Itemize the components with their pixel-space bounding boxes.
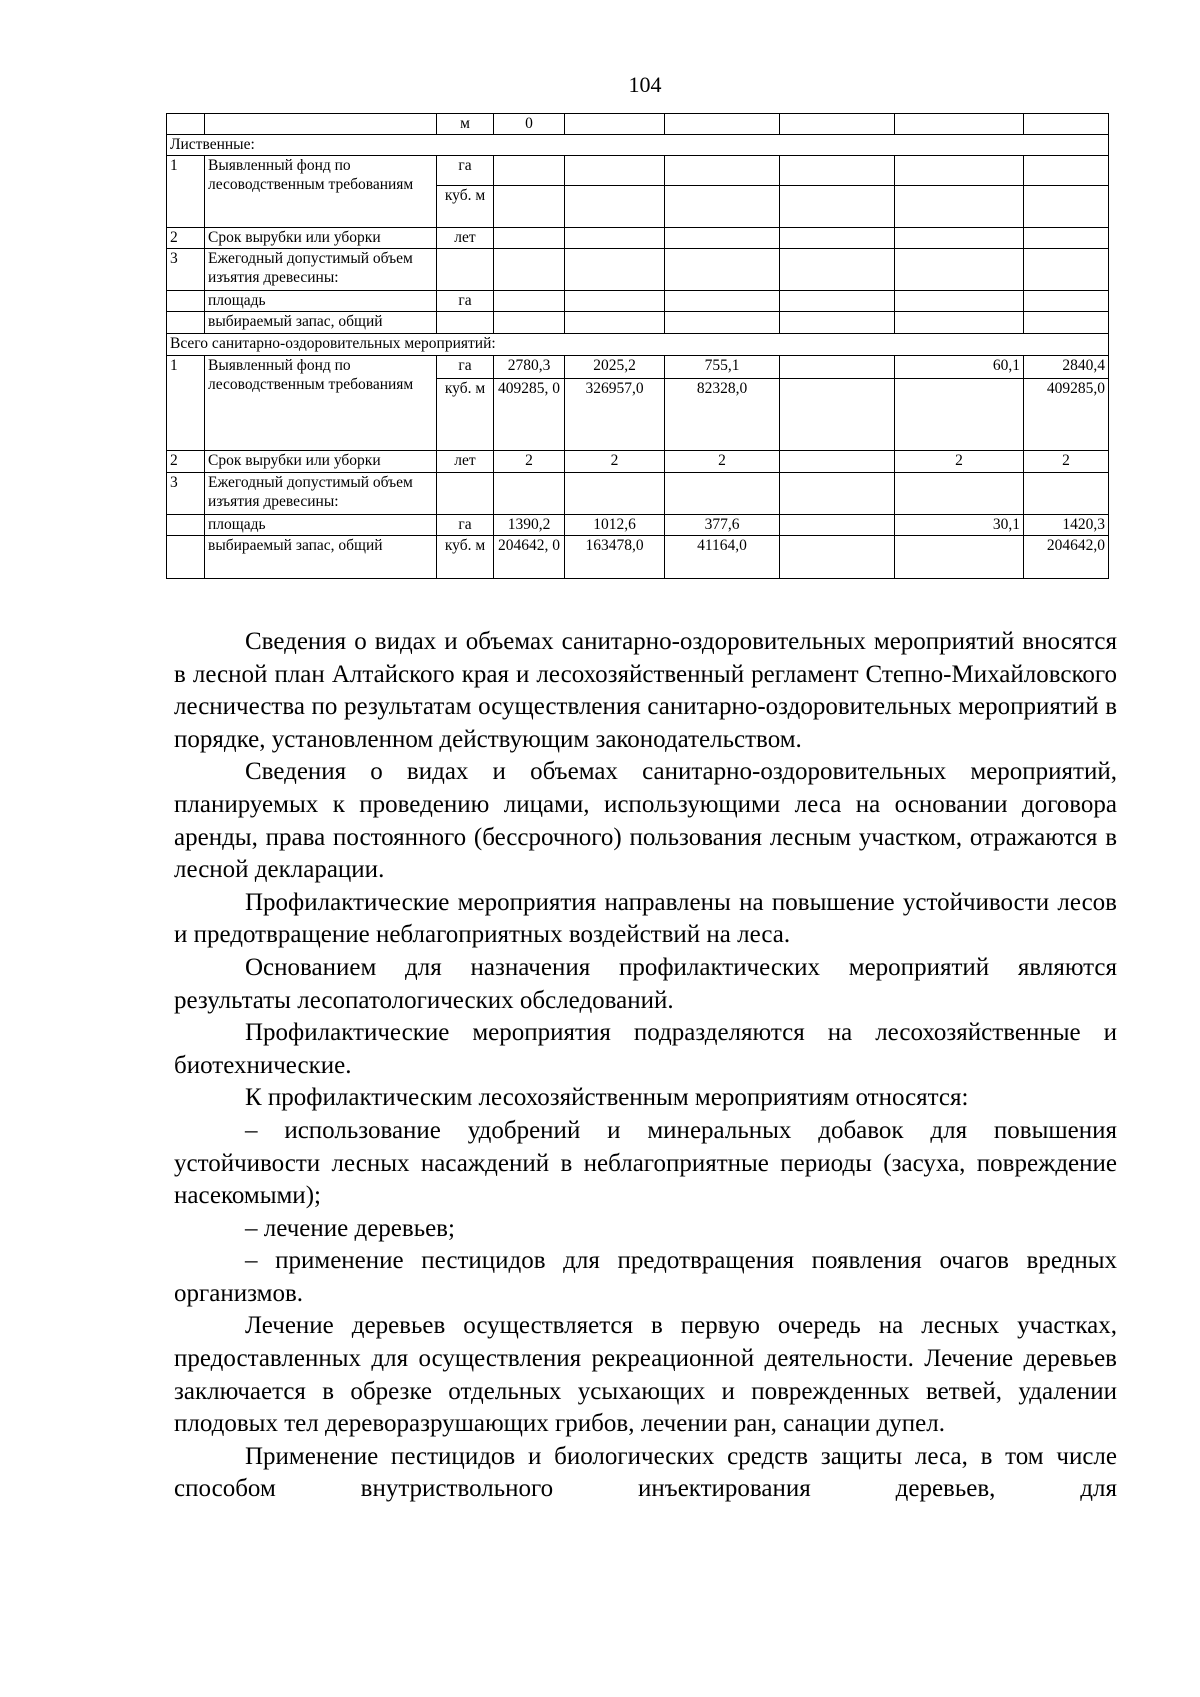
list-item: – использование удобрений и минеральных добавок для повышения устойчивости лесных насаждений в неблагоприятные периоды (засуха, повреждение насекомыми); (174, 1116, 1117, 1210)
value-cell: 409285, 0 (494, 379, 565, 451)
paragraph: Сведения о видах и объемах санитарно-оздоровительных мероприятий вносятся в лесной план Алтайского края и лесохозяйственный регламент Степно-Михайловского лесничества по результатам осуществления санитарно-оздоровительных мероприятий в порядке, установленном действующим законодательством. (174, 628, 1117, 753)
value-cell: 1012,6 (565, 515, 665, 536)
unit-cell: м (437, 114, 494, 135)
value-cell: 163478,0 (565, 536, 665, 579)
row-number: 3 (167, 249, 205, 291)
list-item: – лечение деревьев; (245, 1214, 455, 1242)
paragraph: К профилактическим лесохозяйственным мероприятиям относятся: (245, 1084, 969, 1112)
row-number: 1 (167, 356, 205, 451)
table-row (167, 228, 1109, 249)
paragraph: Применение пестицидов и биологических средств защиты леса, в том числе способом внутриствольного инъектирования деревьев, для (174, 1442, 1117, 1503)
unit-cell: лет (437, 451, 494, 473)
table-row (167, 249, 1109, 291)
row-label: площадь (205, 291, 437, 312)
row-label: Срок вырубки или уборки (205, 228, 437, 249)
row-label: Выявленный фонд по лесоводственным требованиям (205, 356, 437, 451)
paragraph: Сведения о видах и объемах санитарно-оздоровительных мероприятий, планируемых к проведению лицами, использующими леса на основании договора аренды, права постоянного (бессрочного) пользования лесным участком, отражаются в лесной декларации. (174, 758, 1117, 884)
unit-cell: га (437, 515, 494, 536)
sanitary-measures-table (166, 113, 1109, 579)
value-cell: 2 (494, 451, 565, 473)
table-row (167, 291, 1109, 312)
value-cell: 0 (494, 114, 565, 135)
row-label: Срок вырубки или уборки (205, 451, 437, 473)
value-cell: 1420,3 (1024, 515, 1109, 536)
value-cell (895, 536, 1024, 579)
paragraph: Профилактические мероприятия направлены на повышение устойчивости лесов и предотвращение неблагоприятных воздействий на леса. (174, 888, 1117, 949)
value-cell: 326957,0 (565, 379, 665, 451)
value-cell (780, 379, 895, 451)
unit-cell: куб. м (437, 186, 494, 228)
value-cell: 2780,3 (494, 356, 565, 379)
row-label: площадь (205, 515, 437, 536)
unit-cell: лет (437, 228, 494, 249)
page-number: 104 (628, 72, 662, 97)
unit-cell: га (437, 291, 494, 312)
table-row (167, 312, 1109, 334)
row-label: Выявленный фонд по лесоводственным требованиям (205, 156, 437, 228)
section-header-row (167, 334, 1109, 356)
section-total-label: Всего санитарно-оздоровительных мероприятий: (167, 334, 1109, 356)
row-number: 2 (167, 451, 205, 473)
unit-cell: куб. м (437, 536, 494, 579)
table-row (167, 356, 1109, 379)
row-number: 1 (167, 156, 205, 228)
value-cell: 2025,2 (565, 356, 665, 379)
value-cell: 82328,0 (665, 379, 780, 451)
value-cell (780, 356, 895, 379)
value-cell: 60,1 (895, 356, 1024, 379)
value-cell: 409285,0 (1024, 379, 1109, 451)
value-cell (895, 379, 1024, 451)
section-header-row (167, 135, 1109, 156)
value-cell: 377,6 (665, 515, 780, 536)
unit-cell: га (437, 156, 494, 186)
paragraph: Профилактические мероприятия подразделяются на лесохозяйственные и биотехнические. (174, 1019, 1117, 1079)
table-row (167, 114, 1109, 135)
value-cell: 2840,4 (1024, 356, 1109, 379)
value-cell: 2 (1024, 451, 1109, 473)
table-row (167, 536, 1109, 579)
value-cell: 41164,0 (665, 536, 780, 579)
value-cell (780, 536, 895, 579)
section-deciduous-label: Лиственные: (167, 135, 1109, 156)
value-cell: 2 (665, 451, 780, 473)
list-item: – применение пестицидов для предотвращения появления очагов вредных организмов. (174, 1247, 1117, 1307)
value-cell (780, 451, 895, 473)
row-label: выбираемый запас, общий (205, 536, 437, 579)
value-cell: 30,1 (895, 515, 1024, 536)
row-label: Ежегодный допустимый объем изъятия древесины: (205, 249, 437, 291)
table-row (167, 451, 1109, 473)
value-cell: 2 (565, 451, 665, 473)
row-label: Ежегодный допустимый объем изъятия древесины: (205, 473, 437, 515)
value-cell (780, 515, 895, 536)
paragraph: Лечение деревьев осуществляется в первую очередь на лесных участках, предоставленных для осуществления рекреационной деятельности. Лечение деревьев заключается в обрезке отдельных усыхающих и поврежденных ветвей, удалении плодовых тел дереворазрушающих грибов, лечении ран, санации дупел. (174, 1312, 1117, 1438)
value-cell: 204642, 0 (494, 536, 565, 579)
row-number: 2 (167, 228, 205, 249)
paragraph: Основанием для назначения профилактических мероприятий являются результаты лесопатологических обследований. (174, 953, 1117, 1014)
table-row (167, 473, 1109, 515)
value-cell: 1390,2 (494, 515, 565, 536)
value-cell: 204642,0 (1024, 536, 1109, 579)
value-cell: 755,1 (665, 356, 780, 379)
unit-cell: га (437, 356, 494, 379)
table-row (167, 515, 1109, 536)
row-number: 3 (167, 473, 205, 515)
unit-cell: куб. м (437, 379, 494, 451)
value-cell: 2 (895, 451, 1024, 473)
table-row (167, 156, 1109, 186)
row-label: выбираемый запас, общий (205, 312, 437, 334)
body-text (174, 626, 1117, 1506)
